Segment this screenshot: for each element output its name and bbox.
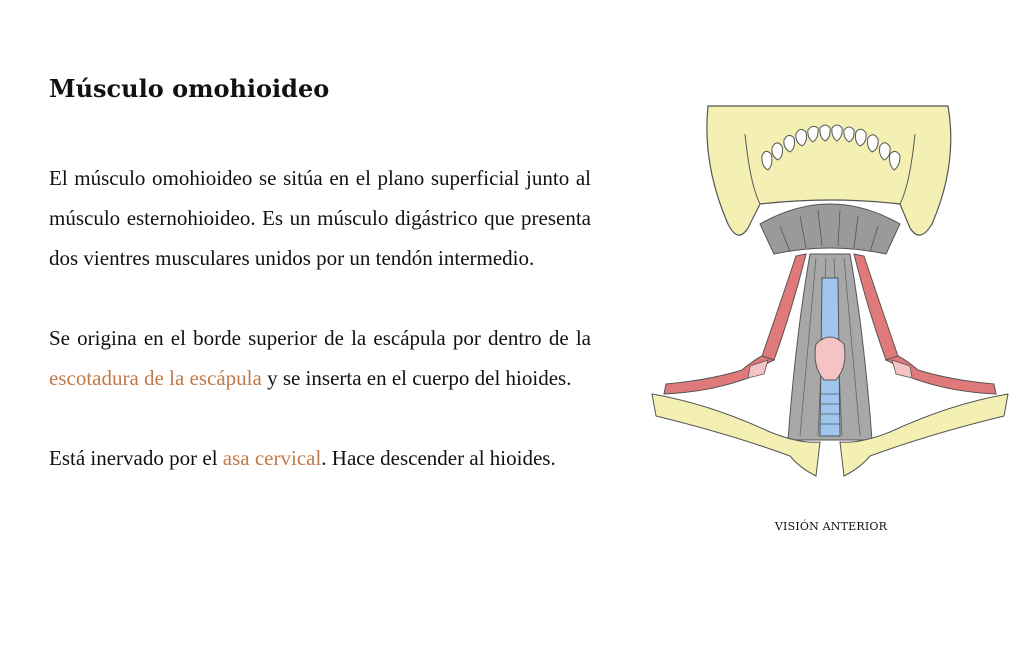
link-escotadura-escapula[interactable]: escotadura de la escápula [49, 366, 262, 390]
paragraph-text: Se origina en el borde superior de la escápula por dentro de la [49, 326, 591, 350]
paragraph-description [49, 158, 591, 278]
anatomy-illustration [650, 104, 1010, 484]
thyroid-gland [815, 337, 845, 380]
neck-anterior-view-drawing [650, 104, 1010, 484]
paragraph-innervation [49, 438, 591, 478]
paragraph-text: Está inervado por el [49, 446, 223, 470]
text-column [49, 72, 591, 478]
page-title: Músculo omohioideo [49, 74, 330, 103]
figure-caption: VISIÓN ANTERIOR [774, 520, 888, 533]
paragraph-text: El músculo omohioideo se sitúa en el plano superficial junto al músculo esternohioideo. Es un músculo digástrico que presenta dos vientres musculares unidos por un tendón intermedio. [49, 166, 591, 270]
link-asa-cervical[interactable]: asa cervical [222, 446, 322, 470]
paragraph-text: y se inserta en el cuerpo del hioides. [261, 366, 572, 390]
paragraph-text: . Hace descender al hioides. [321, 446, 556, 470]
paragraph-origin [49, 318, 591, 398]
